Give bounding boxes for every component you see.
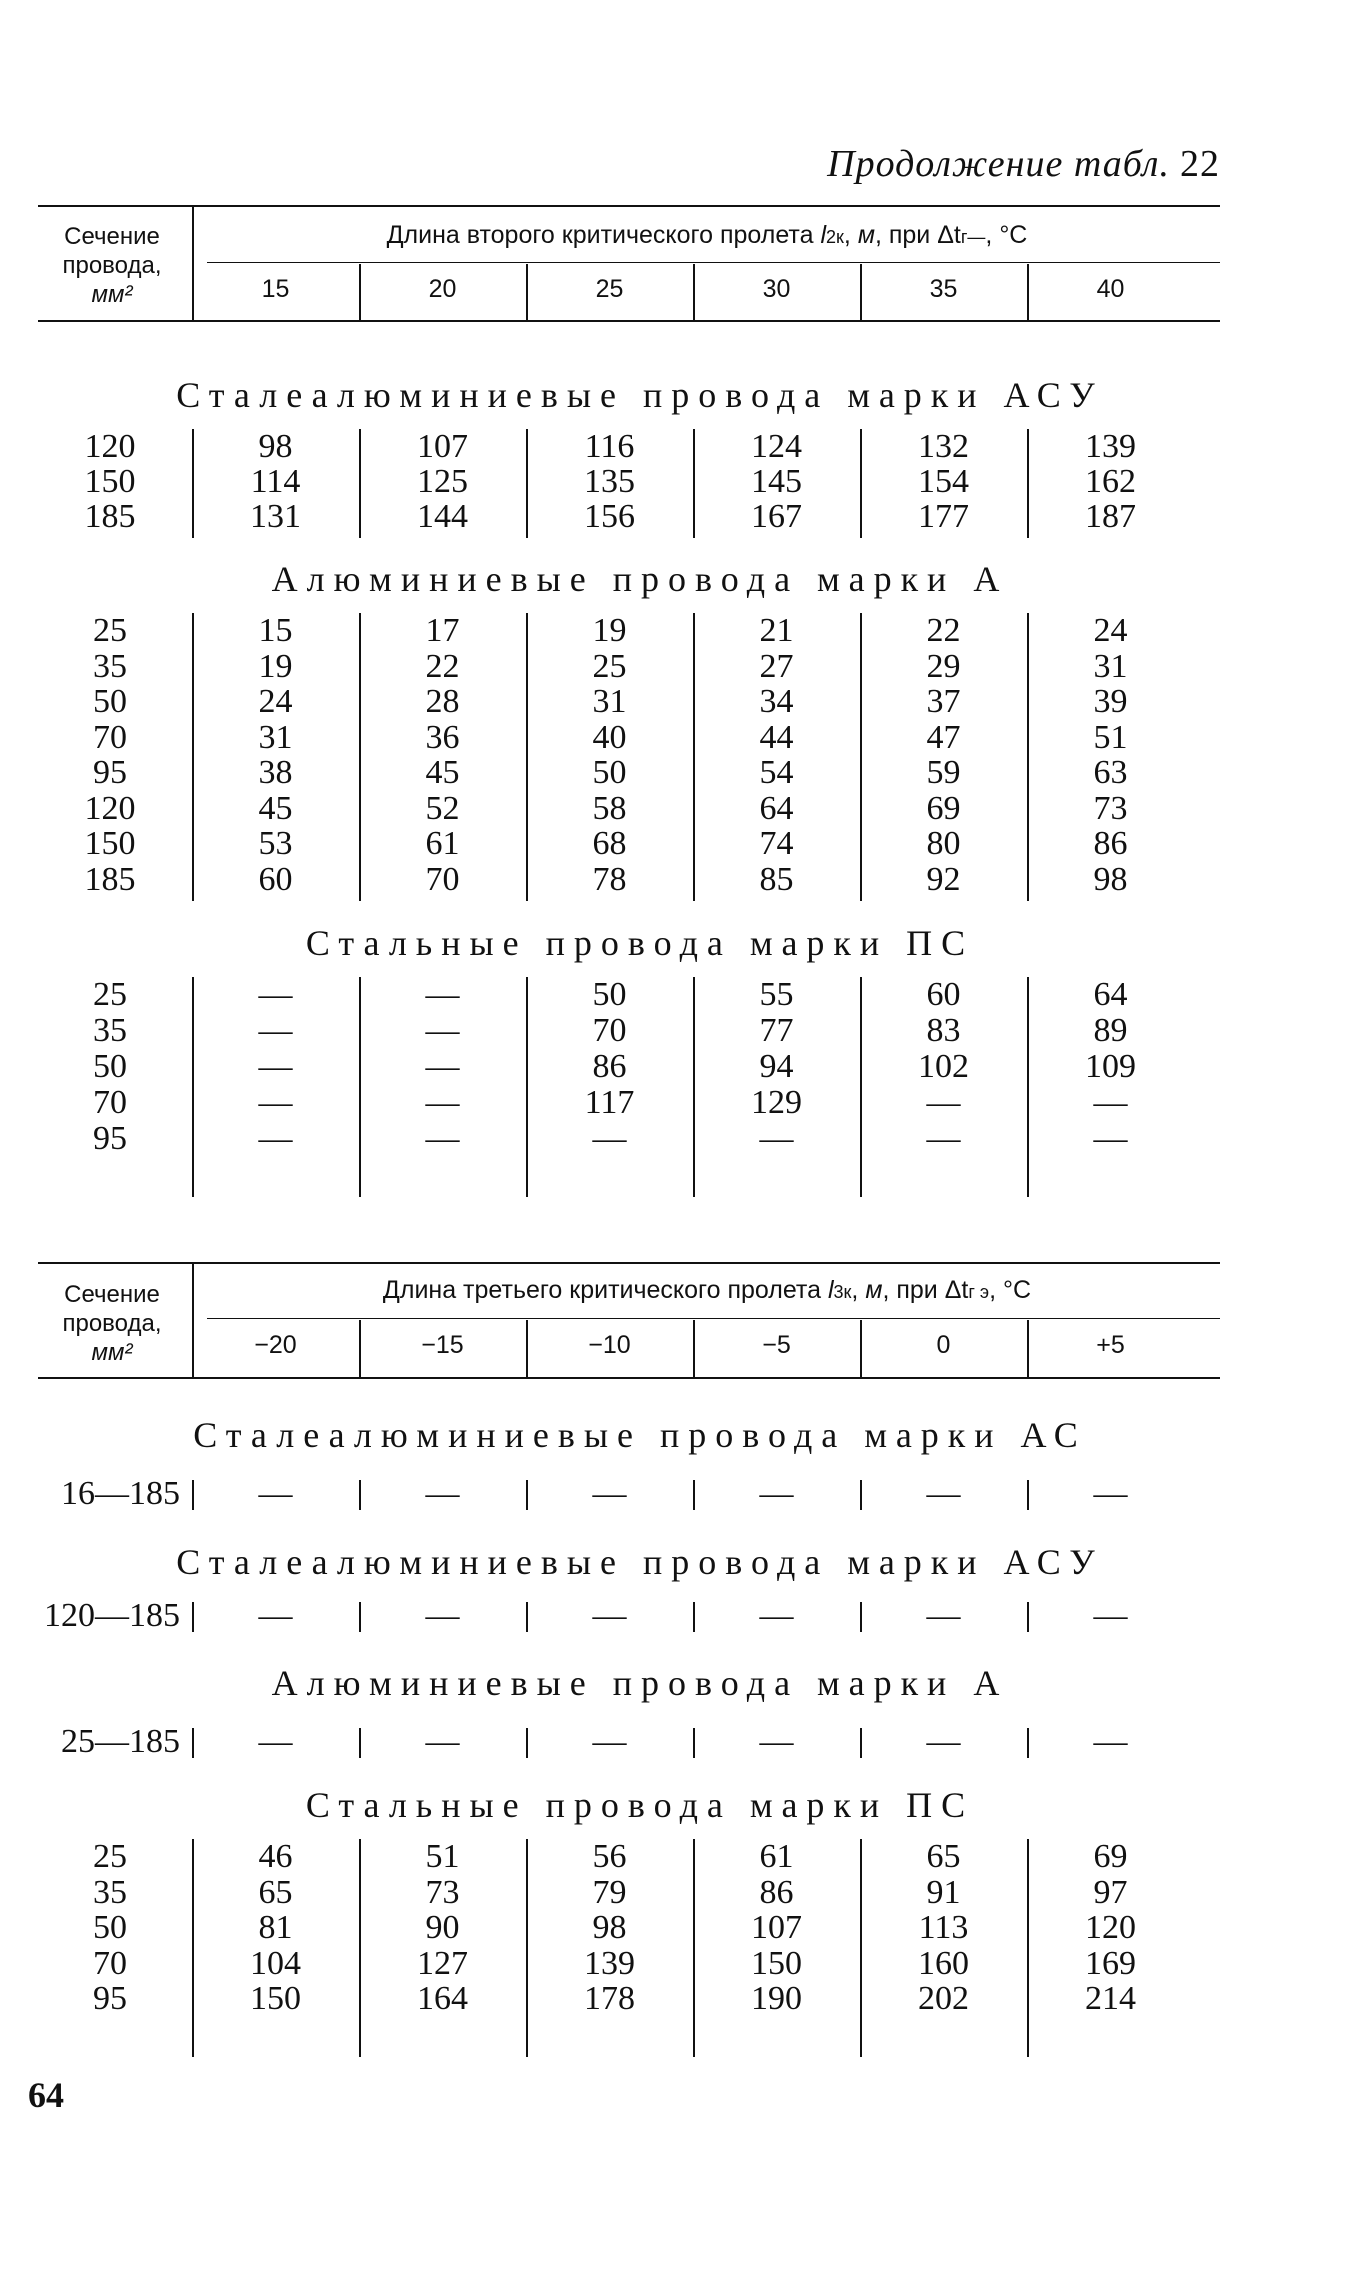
- table-cell: 28: [425, 683, 460, 720]
- row-header-line2: провода,: [62, 1310, 162, 1337]
- column-header: 15: [261, 275, 290, 303]
- table-cell: 44: [759, 718, 794, 756]
- column-header: +5: [1096, 1331, 1125, 1359]
- table-cell: —: [926, 1084, 961, 1121]
- table-cell: 69: [1093, 1838, 1128, 1875]
- row-label: 95: [93, 1980, 127, 2017]
- table-cell: 89: [1093, 1012, 1128, 1049]
- table-cell: —: [258, 1120, 293, 1157]
- table-cell: 90: [425, 1909, 460, 1946]
- column-header: 0: [936, 1331, 951, 1359]
- table-cell: 120: [1085, 1909, 1136, 1946]
- table-cell: 86: [759, 1873, 794, 1911]
- table-cell: 27: [759, 647, 794, 685]
- column-divider: [526, 1839, 528, 2057]
- table-cell: 31: [258, 718, 293, 756]
- span-header-symbol: l: [827, 1276, 834, 1304]
- table-cell: —: [926, 1120, 961, 1157]
- column-divider: [1027, 977, 1029, 1197]
- column-divider: [526, 264, 528, 320]
- table-cell: 91: [926, 1873, 961, 1911]
- column-divider: [526, 1602, 528, 1632]
- table-cell: 34: [759, 683, 794, 720]
- column-divider: [1027, 429, 1029, 538]
- column-divider: [860, 1602, 862, 1632]
- column-divider: [359, 1602, 361, 1632]
- table2-span-header: [194, 1276, 1220, 1305]
- column-divider: [192, 613, 194, 901]
- column-divider: [693, 264, 695, 320]
- column-divider: [693, 429, 695, 538]
- row-label: 50: [93, 1048, 127, 1085]
- table-cell: 107: [751, 1909, 802, 1946]
- row-label: 120: [84, 789, 136, 827]
- table-cell: 160: [918, 1944, 969, 1982]
- table-cell: 50: [592, 754, 627, 791]
- row-header-line1: Сечение: [64, 223, 160, 250]
- table-cell: 50: [592, 976, 627, 1013]
- table-cell: 56: [592, 1838, 627, 1875]
- table-cell: 124: [751, 428, 802, 465]
- table1-top-rule: [38, 205, 1220, 207]
- table-cell: 69: [926, 789, 961, 827]
- continuation-header: [700, 142, 1220, 186]
- table-cell: —: [926, 1597, 961, 1634]
- span-header-degree: , °С: [989, 1276, 1032, 1304]
- group-title: Стальные провода марки ПС: [305, 1785, 975, 1825]
- table-cell: —: [425, 1012, 460, 1049]
- table-cell: 73: [1093, 789, 1128, 827]
- row-label: 35: [93, 1873, 127, 1911]
- table-cell: 51: [425, 1838, 460, 1875]
- row-label: 150: [84, 463, 136, 500]
- table-cell: —: [425, 1048, 460, 1085]
- column-divider: [693, 613, 695, 901]
- table-cell: —: [425, 1084, 460, 1121]
- column-divider: [359, 613, 361, 901]
- row-label: 185: [84, 498, 136, 535]
- row-label: 70: [93, 1084, 127, 1121]
- column-divider: [860, 613, 862, 901]
- span-header-sub2: г э: [968, 1282, 990, 1302]
- table-cell: —: [926, 1723, 961, 1760]
- table-cell: 55: [759, 976, 794, 1013]
- table-cell: 78: [592, 860, 627, 898]
- table-cell: 45: [425, 754, 460, 791]
- table-cell: 63: [1093, 754, 1128, 791]
- row-label: 25—185: [61, 1723, 180, 1760]
- table-cell: —: [1093, 1475, 1128, 1512]
- table-cell: 58: [592, 789, 627, 827]
- table-cell: —: [425, 1723, 460, 1760]
- column-divider: [359, 429, 361, 538]
- table-cell: —: [759, 1597, 794, 1634]
- table-cell: 139: [1085, 428, 1136, 465]
- table-cell: 104: [250, 1944, 301, 1982]
- column-divider: [359, 1839, 361, 2057]
- table-cell: —: [258, 1475, 293, 1512]
- table-cell: 86: [592, 1048, 627, 1085]
- table-cell: 129: [751, 1084, 802, 1121]
- table-cell: 59: [926, 754, 961, 791]
- table-cell: —: [592, 1723, 627, 1760]
- column-header: −5: [762, 1331, 791, 1359]
- table-cell: 132: [918, 428, 969, 465]
- group-title: Алюминиевые провода марки А: [271, 559, 1009, 599]
- table-cell: —: [258, 1723, 293, 1760]
- table-cell: 98: [1093, 860, 1128, 898]
- table-cell: 47: [926, 718, 961, 756]
- column-divider: [693, 1839, 695, 2057]
- column-header: −20: [254, 1331, 297, 1359]
- table-cell: 74: [759, 825, 794, 862]
- column-divider: [1027, 613, 1029, 901]
- column-divider: [860, 429, 862, 538]
- table-cell: 15: [258, 612, 293, 649]
- table-cell: 202: [918, 1980, 969, 2017]
- column-divider: [526, 977, 528, 1197]
- span-header-text: Длина второго критического пролета: [386, 221, 821, 249]
- row-header-line3: мм²: [91, 281, 133, 308]
- span-header-symbol: l: [820, 221, 827, 249]
- page-number: 64: [28, 2075, 64, 2115]
- column-divider: [860, 1728, 862, 1758]
- table1-span-header: [194, 221, 1220, 250]
- row-header-line2: провода,: [62, 252, 162, 279]
- column-divider: [526, 1320, 528, 1377]
- column-header: 25: [595, 275, 624, 303]
- table-cell: 164: [417, 1980, 468, 2017]
- table-cell: —: [926, 1475, 961, 1512]
- table-cell: 70: [592, 1012, 627, 1049]
- table-cell: 107: [417, 428, 468, 465]
- column-divider: [192, 1602, 194, 1632]
- span-header-text: Длина третьего критического пролета: [382, 1276, 828, 1304]
- table-cell: 139: [584, 1944, 635, 1982]
- table-cell: 102: [918, 1048, 969, 1085]
- column-header: −10: [588, 1331, 631, 1359]
- table-cell: 64: [759, 789, 794, 827]
- table-cell: 61: [425, 825, 460, 862]
- table-cell: 131: [250, 498, 301, 535]
- table-cell: 169: [1085, 1944, 1136, 1982]
- column-divider: [192, 1839, 194, 2057]
- table-number: 22: [1180, 143, 1220, 185]
- table-cell: —: [425, 1475, 460, 1512]
- table-cell: 54: [759, 754, 794, 791]
- table-cell: 125: [417, 463, 468, 500]
- table2-header-bottom-rule: [38, 1377, 1220, 1379]
- table-cell: 22: [425, 647, 460, 685]
- row-label: 185: [84, 860, 136, 898]
- table-cell: 98: [258, 428, 293, 465]
- table-cell: —: [1093, 1084, 1128, 1121]
- row-header-line1: Сечение: [64, 1281, 160, 1308]
- table-cell: 70: [425, 860, 460, 898]
- row-label: 25: [93, 612, 127, 649]
- table-cell: 98: [592, 1909, 627, 1946]
- group-title: Стальные провода марки ПС: [305, 923, 975, 963]
- column-divider: [526, 613, 528, 901]
- span-header-sub2: г—: [960, 227, 986, 247]
- table-cell: 73: [425, 1873, 460, 1911]
- table-cell: 167: [751, 498, 802, 535]
- table-cell: —: [1093, 1120, 1128, 1157]
- column-header: −15: [421, 1331, 464, 1359]
- row-label: 35: [93, 647, 127, 685]
- table-cell: 79: [592, 1873, 627, 1911]
- column-divider: [192, 429, 194, 538]
- column-divider: [693, 1320, 695, 1377]
- table-cell: —: [592, 1475, 627, 1512]
- column-header: 20: [428, 275, 457, 303]
- table-cell: 45: [258, 789, 293, 827]
- column-divider: [1027, 1602, 1029, 1632]
- column-divider: [693, 1602, 695, 1632]
- row-label: 95: [93, 754, 127, 791]
- row-header-line3: мм²: [91, 1339, 133, 1366]
- table-cell: 19: [258, 647, 293, 685]
- column-divider: [359, 264, 361, 320]
- column-divider: [693, 977, 695, 1197]
- table-cell: 94: [759, 1048, 794, 1085]
- table-cell: 145: [751, 463, 802, 500]
- column-divider: [1027, 1839, 1029, 2057]
- span-header-degree: , °С: [985, 221, 1028, 249]
- table-cell: 144: [417, 498, 468, 535]
- table-cell: —: [258, 1084, 293, 1121]
- table-cell: 68: [592, 825, 627, 862]
- table-cell: 19: [592, 612, 627, 649]
- table-cell: 162: [1085, 463, 1136, 500]
- table-cell: 187: [1085, 498, 1136, 535]
- table-cell: —: [425, 976, 460, 1013]
- table-cell: 65: [926, 1838, 961, 1875]
- table-cell: 25: [592, 647, 627, 685]
- column-divider: [359, 1728, 361, 1758]
- table-cell: —: [1093, 1723, 1128, 1760]
- row-label: 95: [93, 1120, 127, 1157]
- row-label: 50: [93, 1909, 127, 1946]
- column-divider: [860, 1839, 862, 2057]
- column-divider: [860, 1480, 862, 1510]
- table-cell: 97: [1093, 1873, 1128, 1911]
- table-cell: 65: [258, 1873, 293, 1911]
- span-header-cond: , при Δt: [874, 221, 961, 249]
- table-cell: 39: [1093, 683, 1128, 720]
- table-cell: —: [592, 1120, 627, 1157]
- table-cell: 64: [1093, 976, 1128, 1013]
- table-cell: 214: [1085, 1980, 1136, 2017]
- table-cell: 52: [425, 789, 460, 827]
- table-cell: —: [759, 1475, 794, 1512]
- column-divider: [526, 1728, 528, 1758]
- table-cell: —: [425, 1597, 460, 1634]
- table1-header-mid-rule: [207, 262, 1220, 263]
- table-cell: 85: [759, 860, 794, 898]
- column-divider: [1027, 1728, 1029, 1758]
- column-divider: [860, 1320, 862, 1377]
- column-header: 35: [929, 275, 958, 303]
- span-header-unit: м: [865, 1276, 883, 1304]
- column-divider: [526, 1480, 528, 1510]
- table-cell: 81: [258, 1909, 293, 1946]
- row-label: 70: [93, 718, 127, 756]
- table-cell: —: [258, 1597, 293, 1634]
- row-label: 150: [84, 825, 136, 862]
- table-cell: 53: [258, 825, 293, 862]
- column-divider: [192, 977, 194, 1197]
- row-label: 25: [93, 1838, 127, 1875]
- span-header-sep: ,: [843, 221, 858, 249]
- table-cell: 156: [584, 498, 635, 535]
- column-header: 30: [762, 275, 791, 303]
- table-cell: 22: [926, 612, 961, 649]
- continuation-text: Продолжение табл.: [827, 143, 1170, 185]
- row-label: 35: [93, 1012, 127, 1049]
- group-title: Алюминиевые провода марки А: [271, 1663, 1009, 1703]
- row-label: 120: [84, 428, 136, 465]
- table-cell: 40: [592, 718, 627, 756]
- table-cell: 29: [926, 647, 961, 685]
- table-cell: 86: [1093, 825, 1128, 862]
- table-cell: 127: [417, 1944, 468, 1982]
- table-cell: —: [759, 1723, 794, 1760]
- table-cell: 31: [1093, 647, 1128, 685]
- table-cell: 21: [759, 612, 794, 649]
- row-label: 70: [93, 1944, 127, 1982]
- table-cell: 61: [759, 1838, 794, 1875]
- span-header-cond: , при Δt: [882, 1276, 969, 1304]
- table-cell: 51: [1093, 718, 1128, 756]
- table-cell: 109: [1085, 1048, 1136, 1085]
- table-cell: 37: [926, 683, 961, 720]
- span-header-sep: ,: [851, 1276, 866, 1304]
- table-cell: 135: [584, 463, 635, 500]
- table-cell: —: [258, 1012, 293, 1049]
- table-cell: 24: [258, 683, 293, 720]
- column-divider: [359, 1480, 361, 1510]
- row-label: 50: [93, 683, 127, 720]
- column-divider: [693, 1728, 695, 1758]
- column-divider: [359, 977, 361, 1197]
- group-title: Сталеалюминиевые провода марки АСУ: [176, 1542, 1104, 1582]
- span-header-unit: м: [857, 221, 875, 249]
- table2-top-rule: [38, 1262, 1220, 1264]
- table-cell: 177: [918, 498, 969, 535]
- column-divider: [192, 1728, 194, 1758]
- column-divider: [1027, 1320, 1029, 1377]
- table-cell: 77: [759, 1012, 794, 1049]
- column-divider: [860, 977, 862, 1197]
- group-title: Сталеалюминиевые провода марки АСУ: [176, 375, 1104, 415]
- span-header-sub: 3к: [833, 1282, 852, 1302]
- column-divider: [860, 264, 862, 320]
- table-cell: 150: [751, 1944, 802, 1982]
- column-divider: [1027, 264, 1029, 320]
- table-cell: —: [759, 1120, 794, 1157]
- column-divider: [359, 1320, 361, 1377]
- table-cell: 36: [425, 718, 460, 756]
- table-cell: 46: [258, 1838, 293, 1875]
- column-divider: [1027, 1480, 1029, 1510]
- table-cell: 38: [258, 754, 293, 791]
- table-cell: 60: [926, 976, 961, 1013]
- table-cell: 92: [926, 860, 961, 898]
- table-cell: 113: [918, 1909, 969, 1946]
- table-cell: —: [425, 1120, 460, 1157]
- table-cell: 80: [926, 825, 961, 862]
- row-label: 25: [93, 976, 127, 1013]
- table-cell: 116: [584, 428, 635, 465]
- group-title: Сталеалюминиевые провода марки АС: [193, 1415, 1087, 1455]
- table-cell: 60: [258, 860, 293, 898]
- table-cell: —: [258, 976, 293, 1013]
- table2-row-header: [32, 1280, 192, 1367]
- table2-header-mid-rule: [207, 1318, 1220, 1319]
- table-cell: 117: [584, 1084, 635, 1121]
- span-header-sub: 2к: [826, 227, 844, 247]
- column-divider: [693, 1480, 695, 1510]
- table-cell: 31: [592, 683, 627, 720]
- table-cell: —: [1093, 1597, 1128, 1634]
- column-header: 40: [1096, 275, 1125, 303]
- table-cell: 154: [918, 463, 969, 500]
- table1-row-header: [32, 222, 192, 309]
- column-divider: [526, 429, 528, 538]
- table-cell: 150: [250, 1980, 301, 2017]
- table-cell: 178: [584, 1980, 635, 2017]
- column-divider: [192, 1480, 194, 1510]
- table-cell: 190: [751, 1980, 802, 2017]
- table1-header-bottom-rule: [38, 320, 1220, 322]
- row-label: 120—185: [44, 1597, 180, 1634]
- table-cell: 114: [250, 463, 301, 500]
- row-label: 16—185: [61, 1475, 180, 1512]
- table-cell: —: [258, 1048, 293, 1085]
- table-cell: 83: [926, 1012, 961, 1049]
- table-cell: 24: [1093, 612, 1128, 649]
- table-cell: —: [592, 1597, 627, 1634]
- table-cell: 17: [425, 612, 460, 649]
